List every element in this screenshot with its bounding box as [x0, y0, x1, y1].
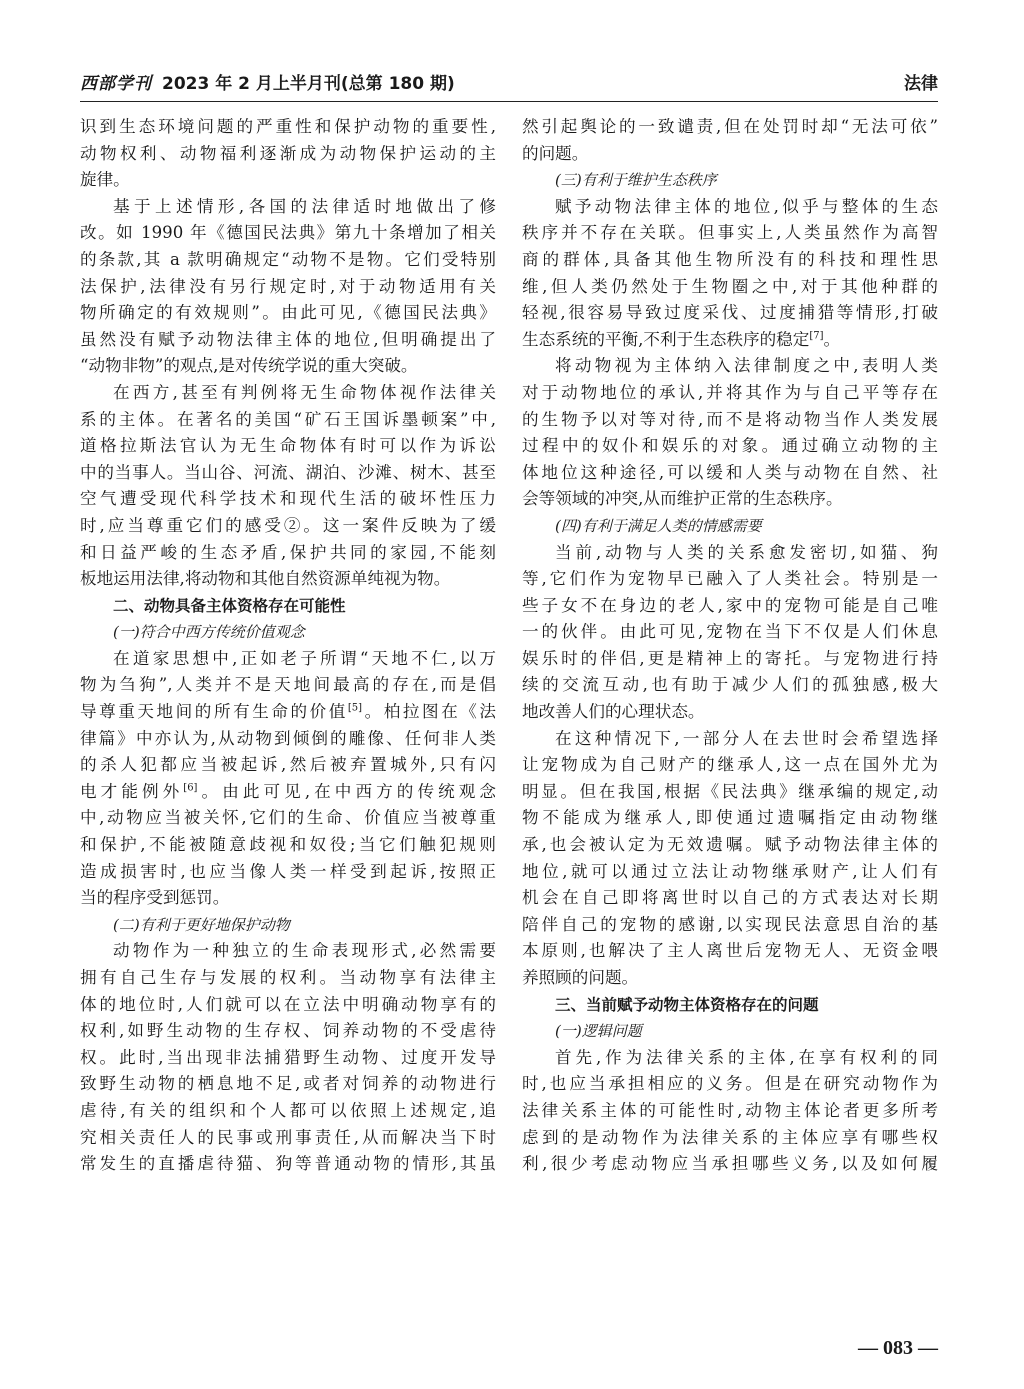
text-line: 然引起舆论的一致谴责,但在处罚时却“无法可依” [522, 117, 938, 136]
subsection-heading: (三)有利于维护生态秩序 [555, 171, 717, 190]
text-line: 地改善人们的心理状态。 [522, 702, 705, 722]
section-heading: 二、动物具备主体资格存在可能性 [113, 596, 346, 615]
text-line: 和日益严峻的生态矛盾,保护共同的家园,不能刻 [80, 542, 496, 562]
text-line: 首先,作为法律关系的主体,在享有权利的同 [555, 1047, 938, 1067]
text-line: 陪伴自己的宠物的感谢,以实现民法意思自治的基 [522, 914, 938, 934]
text-line: 导尊重天地间的所有生命的价值[5]。柏拉图在《法 [80, 702, 496, 722]
text-line: 的条款,其 a 款明确规定“动物不是物。它们受特别 [80, 249, 496, 269]
text-line: 机会在自己即将离世时以自己的方式表达对长期 [522, 888, 938, 908]
left-column [80, 114, 496, 1324]
text-line: 在这种情况下,一部分人在去世时会希望选择 [555, 728, 938, 748]
text-line: 地位,就可以通过立法让动物继承财产,让人们有 [522, 861, 938, 881]
text-line: 在道家思想中,正如老子所谓“天地不仁,以万 [113, 648, 496, 668]
text-line: 的问题。 [522, 143, 589, 163]
text-line: 时,也应当承担相应的义务。但是在研究动物作为 [522, 1074, 938, 1094]
text-line: 的生物予以对等对待,而不是将动物当作人类发展 [522, 409, 938, 429]
right-column [522, 114, 938, 1324]
text-line: 法保护,法律没有另行规定时,对于动物适用有关 [80, 276, 496, 296]
text-line: 识到生态环境问题的严重性和保护动物的重要性, [80, 117, 496, 136]
text-line: 将动物视为主体纳入法律制度之中,表明人类 [555, 356, 938, 376]
text-line: 系的主体。在著名的美国“矿石王国诉墨顿案”中, [80, 409, 496, 429]
text-line: 致野生动物的栖息地不足,或者对饲养的动物进行 [80, 1074, 496, 1094]
text-line: 常发生的直播虐待猫、狗等普通动物的情形,其虽 [80, 1154, 496, 1174]
text-line: 时,应当尊重它们的感受②。这一案件反映为了缓 [80, 515, 496, 535]
text-line: 空气遭受现代科学技术和现代生活的破坏性压力 [80, 489, 496, 509]
text-line: 当前,动物与人类的关系愈发密切,如猫、狗 [555, 542, 938, 562]
text-line: 明显。但在我国,根据《民法典》继承编的规定,动 [522, 781, 938, 801]
text-line: 秩序并不存在关联。但事实上,人类虽然作为高智 [522, 223, 938, 243]
text-line: 基于上述情形,各国的法律适时地做出了修 [113, 196, 496, 216]
text-line: 律篇》中亦认为,从动物到倾倒的雕像、任何非人类 [80, 728, 496, 748]
text-line: 造成损害时,也应当像人类一样受到起诉,按照正 [80, 861, 496, 881]
text-line: “动物非物”的观点,是对传统学说的重大突破。 [80, 356, 418, 376]
text-line: 虑到的是动物作为法律关系的主体应享有哪些权 [522, 1127, 938, 1147]
text-line: 赋予动物法律主体的地位,似乎与整体的生态 [555, 196, 938, 216]
text-line: 体的地位时,人们就可以在立法中明确动物享有的 [80, 994, 496, 1014]
text-line: 虽然没有赋予动物法律主体的地位,但明确提出了 [80, 329, 496, 349]
text-line: 中的当事人。当山谷、河流、湖泊、沙滩、树木、甚至 [80, 462, 496, 482]
text-line: 权利,如野生动物的生存权、饲养动物的不受虐待 [80, 1021, 496, 1041]
subsection-heading: (二)有利于更好地保护动物 [113, 915, 290, 934]
text-line: 商的群体,具备其他生物所没有的科技和理性思 [522, 249, 938, 269]
text-line: 物为刍狗”,人类并不是天地间最高的存在,而是倡 [80, 675, 496, 695]
text-line: 维,但人类仍然处于生物圈之中,对于其他种群的 [522, 276, 938, 296]
subsection-heading: (四)有利于满足人类的情感需要 [555, 516, 762, 535]
text-line: 物不能成为继承人,即使通过遗嘱指定由动物继 [522, 808, 938, 828]
subsection-heading: (一)逻辑问题 [555, 1022, 642, 1041]
section-heading: 三、当前赋予动物主体资格存在的问题 [555, 995, 819, 1014]
section-title: 法律 [904, 74, 938, 94]
text-line: 物所确定的有效规则”。由此可见,《德国民法典》 [80, 303, 496, 323]
text-line: 在西方,甚至有判例将无生命物体视作法律关 [113, 382, 496, 402]
text-line: 些子女不在身边的老人,家中的宠物可能是自己唯 [522, 595, 938, 615]
text-line: 娱乐时的伴侣,更是精神上的寄托。与宠物进行持 [522, 648, 938, 668]
text-line: 旋律。 [80, 170, 130, 190]
text-line: 改。如 1990 年《德国民法典》第九十条增加了相关 [80, 223, 496, 243]
text-line: 虐待,有关的组织和个人都可以依照上述规定,追 [80, 1100, 496, 1120]
text-line: 当的程序受到惩罚。 [80, 888, 230, 908]
header-rule [80, 101, 938, 102]
text-line: 究相关责任人的民事或刑事责任,从而解决当下时 [80, 1127, 496, 1147]
text-line: 电才能例外[6]。由此可见,在中西方的传统观念 [80, 781, 496, 801]
text-line: 动物作为一种独立的生命表现形式,必然需要 [113, 941, 496, 961]
text-line: 过程中的奴仆和娱乐的对象。通过确立动物的主 [522, 436, 938, 456]
text-line: 本原则,也解决了主人离世后宠物无人、无资金喂 [522, 941, 938, 961]
text-line: 对于动物地位的承认,并将其作为与自己平等存在 [522, 382, 938, 402]
text-line: 养照顾的问题。 [522, 968, 639, 987]
text-line: 中,动物应当被关怀,它们的生命、价值应当被尊重 [80, 808, 496, 828]
text-line: 利,很少考虑动物应当承担哪些义务,以及如何履 [522, 1154, 938, 1174]
text-line: 让宠物成为自己财产的继承人,这一点在国外尤为 [522, 755, 938, 775]
text-line: 拥有自己生存与发展的权利。当动物享有法律主 [80, 968, 496, 987]
text-line: 一的伙伴。由此可见,宠物在当下不仅是人们休息 [522, 622, 938, 642]
text-line: 动物权利、动物福利逐渐成为动物保护运动的主 [80, 143, 496, 163]
text-line: 会等领域的冲突,从而维护正常的生态秩序。 [522, 489, 843, 509]
journal-masthead: 西部学刊 [80, 74, 152, 93]
text-line: 权。此时,当出现非法捕猎野生动物、过度开发导 [80, 1047, 496, 1067]
text-line: 体地位这种途径,可以缓和人类与动物在自然、社 [522, 462, 938, 482]
page-number: — 083 — [858, 1337, 938, 1359]
text-line: 和保护,不能被随意歧视和奴役;当它们触犯规则 [80, 835, 496, 855]
text-line: 法律关系主体的可能性时,动物主体论者更多所考 [522, 1100, 938, 1120]
text-line: 生态系统的平衡,不利于生态秩序的稳定[7]。 [522, 329, 841, 349]
text-line: 轻视,很容易导致过度采伐、过度捕猎等情形,打破 [522, 303, 938, 323]
text-line: 道格拉斯法官认为无生命物体有时可以作为诉讼 [80, 436, 496, 456]
subsection-heading: (一)符合中西方传统价值观念 [113, 623, 305, 642]
text-line: 的杀人犯都应当被起诉,然后被弃置城外,只有闪 [80, 755, 496, 775]
text-line: 等,它们作为宠物早已融入了人类社会。特别是一 [522, 569, 938, 589]
text-line: 承,也会被认定为无效遗嘱。赋予动物法律主体的 [522, 835, 938, 855]
issue-info: 2023 年 2 月上半月刊(总第 180 期) [162, 74, 455, 94]
running-header [80, 72, 938, 98]
text-line: 板地运用法律,将动物和其他自然资源单纯视为物。 [80, 569, 451, 589]
text-line: 续的交流互动,也有助于减少人们的孤独感,极大 [522, 675, 938, 695]
